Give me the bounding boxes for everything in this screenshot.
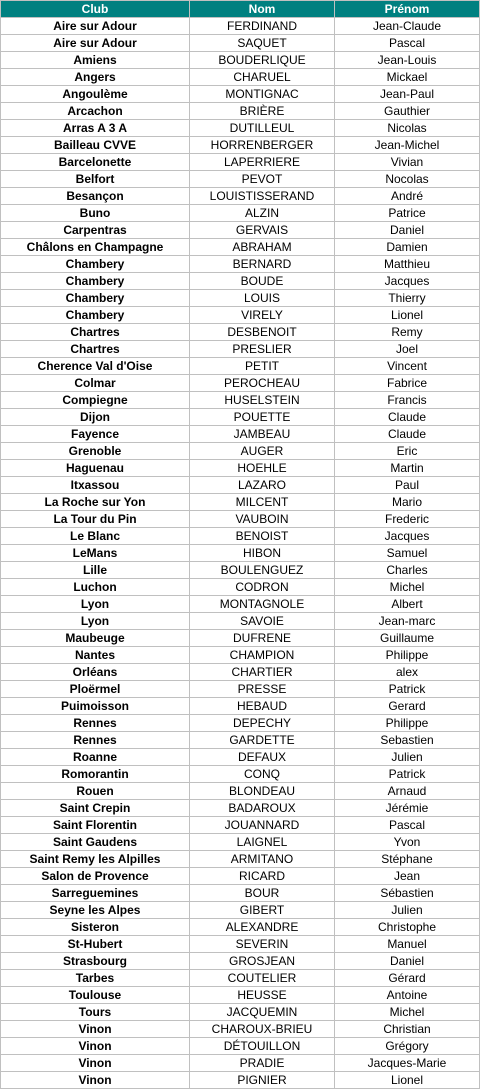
cell-nom: GROSJEAN	[190, 953, 335, 970]
cell-nom: ALEXANDRE	[190, 919, 335, 936]
table-row	[1, 1055, 480, 1072]
cell-nom: MONTAGNOLE	[190, 596, 335, 613]
cell-nom: ARMITANO	[190, 851, 335, 868]
table-body	[1, 18, 480, 1089]
cell-club: LeMans	[1, 545, 190, 562]
cell-nom: BADAROUX	[190, 800, 335, 817]
table-row	[1, 919, 480, 936]
cell-nom: SEVERIN	[190, 936, 335, 953]
cell-prenom: Yvon	[335, 834, 480, 851]
cell-nom: VAUBOIN	[190, 511, 335, 528]
table-row	[1, 273, 480, 290]
table-row	[1, 222, 480, 239]
cell-prenom: Mario	[335, 494, 480, 511]
cell-nom: PETIT	[190, 358, 335, 375]
cell-nom: AUGER	[190, 443, 335, 460]
cell-prenom: Jacques-Marie	[335, 1055, 480, 1072]
cell-prenom: Thierry	[335, 290, 480, 307]
table-row	[1, 681, 480, 698]
table-row	[1, 460, 480, 477]
table-row	[1, 188, 480, 205]
cell-prenom: Arnaud	[335, 783, 480, 800]
cell-club: Maubeuge	[1, 630, 190, 647]
cell-club: Lyon	[1, 596, 190, 613]
table-row	[1, 477, 480, 494]
cell-prenom: Stéphane	[335, 851, 480, 868]
cell-club: Rennes	[1, 732, 190, 749]
cell-prenom: Joel	[335, 341, 480, 358]
cell-nom: LOUISTISSERAND	[190, 188, 335, 205]
table-row	[1, 494, 480, 511]
cell-nom: JACQUEMIN	[190, 1004, 335, 1021]
table-row	[1, 868, 480, 885]
table-row	[1, 953, 480, 970]
cell-club: La Tour du Pin	[1, 511, 190, 528]
table-row	[1, 324, 480, 341]
cell-prenom: Antoine	[335, 987, 480, 1004]
cell-club: Vinon	[1, 1072, 190, 1089]
cell-club: Strasbourg	[1, 953, 190, 970]
cell-club: Le Blanc	[1, 528, 190, 545]
cell-nom: CHAMPION	[190, 647, 335, 664]
cell-nom: HUSELSTEIN	[190, 392, 335, 409]
cell-club: Chambery	[1, 290, 190, 307]
cell-club: Besançon	[1, 188, 190, 205]
table-row	[1, 120, 480, 137]
cell-prenom: André	[335, 188, 480, 205]
cell-prenom: Pascal	[335, 817, 480, 834]
cell-prenom: Sébastien	[335, 885, 480, 902]
cell-prenom: Martin	[335, 460, 480, 477]
table-row	[1, 358, 480, 375]
cell-club: Ploërmel	[1, 681, 190, 698]
cell-nom: LOUIS	[190, 290, 335, 307]
table-row	[1, 647, 480, 664]
table-row	[1, 86, 480, 103]
cell-prenom: Daniel	[335, 953, 480, 970]
cell-prenom: Philippe	[335, 715, 480, 732]
cell-nom: HEBAUD	[190, 698, 335, 715]
table-row	[1, 511, 480, 528]
cell-club: Lyon	[1, 613, 190, 630]
cell-club: Dijon	[1, 409, 190, 426]
table-row	[1, 885, 480, 902]
cell-club: Vinon	[1, 1038, 190, 1055]
cell-club: Tours	[1, 1004, 190, 1021]
cell-prenom: Michel	[335, 1004, 480, 1021]
cell-prenom: Gérard	[335, 970, 480, 987]
table-row	[1, 18, 480, 35]
table-row	[1, 970, 480, 987]
table-row	[1, 698, 480, 715]
cell-prenom: Charles	[335, 562, 480, 579]
cell-prenom: Paul	[335, 477, 480, 494]
cell-club: Saint Gaudens	[1, 834, 190, 851]
cell-prenom: Nocolas	[335, 171, 480, 188]
table-row	[1, 783, 480, 800]
cell-nom: POUETTE	[190, 409, 335, 426]
cell-prenom: Eric	[335, 443, 480, 460]
cell-prenom: Fabrice	[335, 375, 480, 392]
cell-prenom: Frederic	[335, 511, 480, 528]
cell-club: Cherence Val d'Oise	[1, 358, 190, 375]
table-row	[1, 1072, 480, 1089]
table-row	[1, 426, 480, 443]
cell-club: Orléans	[1, 664, 190, 681]
cell-prenom: Jean-Michel	[335, 137, 480, 154]
cell-prenom: Christophe	[335, 919, 480, 936]
cell-club: Châlons en Champagne	[1, 239, 190, 256]
table-row	[1, 766, 480, 783]
cell-club: Romorantin	[1, 766, 190, 783]
cell-nom: FERDINAND	[190, 18, 335, 35]
cell-nom: LAPERRIERE	[190, 154, 335, 171]
cell-prenom: Grégory	[335, 1038, 480, 1055]
table-row	[1, 732, 480, 749]
cell-club: La Roche sur Yon	[1, 494, 190, 511]
cell-nom: RICARD	[190, 868, 335, 885]
cell-prenom: Julien	[335, 749, 480, 766]
cell-club: Carpentras	[1, 222, 190, 239]
cell-prenom: Jean-Paul	[335, 86, 480, 103]
cell-club: Vinon	[1, 1021, 190, 1038]
cell-club: Chambery	[1, 273, 190, 290]
cell-club: Seyne les Alpes	[1, 902, 190, 919]
cell-club: Itxassou	[1, 477, 190, 494]
header-row	[1, 1, 480, 18]
table-row	[1, 103, 480, 120]
cell-club: Toulouse	[1, 987, 190, 1004]
cell-club: Barcelonette	[1, 154, 190, 171]
cell-nom: DUFRENE	[190, 630, 335, 647]
cell-nom: JAMBEAU	[190, 426, 335, 443]
cell-nom: VIRELY	[190, 307, 335, 324]
table-row	[1, 902, 480, 919]
cell-prenom: Julien	[335, 902, 480, 919]
table-row	[1, 800, 480, 817]
table-row	[1, 562, 480, 579]
cell-nom: DESBENOIT	[190, 324, 335, 341]
cell-club: Amiens	[1, 52, 190, 69]
cell-nom: BOUDERLIQUE	[190, 52, 335, 69]
table-row	[1, 290, 480, 307]
cell-club: Sisteron	[1, 919, 190, 936]
cell-nom: PRESSE	[190, 681, 335, 698]
cell-nom: DEFAUX	[190, 749, 335, 766]
table-row	[1, 52, 480, 69]
cell-club: Arras A 3 A	[1, 120, 190, 137]
cell-club: Roanne	[1, 749, 190, 766]
table-row	[1, 834, 480, 851]
table-row	[1, 443, 480, 460]
cell-prenom: Nicolas	[335, 120, 480, 137]
cell-prenom: Albert	[335, 596, 480, 613]
cell-club: Chambery	[1, 256, 190, 273]
cell-nom: SAVOIE	[190, 613, 335, 630]
cell-nom: PRESLIER	[190, 341, 335, 358]
header-nom: Nom	[190, 1, 335, 18]
cell-nom: CHARTIER	[190, 664, 335, 681]
cell-prenom: Jean	[335, 868, 480, 885]
cell-club: Saint Florentin	[1, 817, 190, 834]
cell-club: Chartres	[1, 324, 190, 341]
table-row	[1, 239, 480, 256]
cell-prenom: Jacques	[335, 273, 480, 290]
cell-nom: DUTILLEUL	[190, 120, 335, 137]
cell-prenom: Vincent	[335, 358, 480, 375]
table-row	[1, 749, 480, 766]
cell-nom: MONTIGNAC	[190, 86, 335, 103]
cell-nom: LAZARO	[190, 477, 335, 494]
cell-club: Saint Remy les Alpilles	[1, 851, 190, 868]
cell-nom: LAIGNEL	[190, 834, 335, 851]
cell-nom: BRIÈRE	[190, 103, 335, 120]
table-row	[1, 256, 480, 273]
cell-nom: BENOIST	[190, 528, 335, 545]
cell-nom: BOUR	[190, 885, 335, 902]
cell-prenom: Mickael	[335, 69, 480, 86]
cell-nom: PEROCHEAU	[190, 375, 335, 392]
cell-club: Vinon	[1, 1055, 190, 1072]
table-row	[1, 664, 480, 681]
cell-prenom: Jérémie	[335, 800, 480, 817]
table-row	[1, 987, 480, 1004]
cell-club: St-Hubert	[1, 936, 190, 953]
cell-prenom: Christian	[335, 1021, 480, 1038]
cell-club: Tarbes	[1, 970, 190, 987]
cell-nom: BLONDEAU	[190, 783, 335, 800]
cell-prenom: Patrick	[335, 766, 480, 783]
header-prenom: Prénom	[335, 1, 480, 18]
cell-prenom: Francis	[335, 392, 480, 409]
cell-prenom: Patrice	[335, 205, 480, 222]
cell-club: Rouen	[1, 783, 190, 800]
cell-prenom: Jean-Claude	[335, 18, 480, 35]
table-row	[1, 579, 480, 596]
cell-nom: JOUANNARD	[190, 817, 335, 834]
header-club: Club	[1, 1, 190, 18]
cell-nom: PIGNIER	[190, 1072, 335, 1089]
table-row	[1, 817, 480, 834]
table-row	[1, 1004, 480, 1021]
table-row	[1, 528, 480, 545]
table-row	[1, 171, 480, 188]
cell-club: Aire sur Adour	[1, 35, 190, 52]
cell-nom: CODRON	[190, 579, 335, 596]
cell-club: Bailleau CVVE	[1, 137, 190, 154]
table-row	[1, 630, 480, 647]
cell-prenom: Damien	[335, 239, 480, 256]
table-row	[1, 392, 480, 409]
table-row	[1, 137, 480, 154]
cell-prenom: Philippe	[335, 647, 480, 664]
cell-club: Aire sur Adour	[1, 18, 190, 35]
cell-prenom: Daniel	[335, 222, 480, 239]
cell-prenom: Guillaume	[335, 630, 480, 647]
table-row	[1, 1021, 480, 1038]
table-row	[1, 613, 480, 630]
cell-club: Saint Crepin	[1, 800, 190, 817]
cell-prenom: Remy	[335, 324, 480, 341]
cell-prenom: Patrick	[335, 681, 480, 698]
cell-nom: HORRENBERGER	[190, 137, 335, 154]
table-row	[1, 35, 480, 52]
cell-prenom: alex	[335, 664, 480, 681]
table-row	[1, 1038, 480, 1055]
cell-nom: CONQ	[190, 766, 335, 783]
cell-prenom: Lionel	[335, 1072, 480, 1089]
cell-club: Nantes	[1, 647, 190, 664]
cell-club: Fayence	[1, 426, 190, 443]
cell-prenom: Matthieu	[335, 256, 480, 273]
cell-club: Buno	[1, 205, 190, 222]
cell-club: Sarreguemines	[1, 885, 190, 902]
cell-prenom: Claude	[335, 426, 480, 443]
cell-nom: CHAROUX-BRIEU	[190, 1021, 335, 1038]
cell-nom: BOUDE	[190, 273, 335, 290]
cell-nom: DEPECHY	[190, 715, 335, 732]
cell-club: Chambery	[1, 307, 190, 324]
table-row	[1, 307, 480, 324]
cell-nom: HEUSSE	[190, 987, 335, 1004]
cell-prenom: Jacques	[335, 528, 480, 545]
cell-nom: GERVAIS	[190, 222, 335, 239]
cell-nom: CHARUEL	[190, 69, 335, 86]
cell-prenom: Michel	[335, 579, 480, 596]
table-row	[1, 596, 480, 613]
cell-club: Rennes	[1, 715, 190, 732]
cell-nom: GIBERT	[190, 902, 335, 919]
cell-club: Chartres	[1, 341, 190, 358]
cell-club: Colmar	[1, 375, 190, 392]
cell-nom: MILCENT	[190, 494, 335, 511]
cell-prenom: Lionel	[335, 307, 480, 324]
table-row	[1, 409, 480, 426]
table-row	[1, 375, 480, 392]
cell-prenom: Sebastien	[335, 732, 480, 749]
table-row	[1, 205, 480, 222]
cell-nom: HOEHLE	[190, 460, 335, 477]
cell-club: Compiegne	[1, 392, 190, 409]
cell-nom: BOULENGUEZ	[190, 562, 335, 579]
table-row	[1, 341, 480, 358]
cell-prenom: Samuel	[335, 545, 480, 562]
cell-club: Puimoisson	[1, 698, 190, 715]
cell-club: Angoulème	[1, 86, 190, 103]
cell-prenom: Manuel	[335, 936, 480, 953]
cell-club: Haguenau	[1, 460, 190, 477]
cell-prenom: Jean-marc	[335, 613, 480, 630]
cell-club: Luchon	[1, 579, 190, 596]
cell-club: Angers	[1, 69, 190, 86]
cell-prenom: Gerard	[335, 698, 480, 715]
cell-prenom: Claude	[335, 409, 480, 426]
table-row	[1, 154, 480, 171]
cell-prenom: Vivian	[335, 154, 480, 171]
cell-club: Lille	[1, 562, 190, 579]
cell-nom: SAQUET	[190, 35, 335, 52]
table-row	[1, 851, 480, 868]
table-header	[1, 1, 480, 18]
cell-nom: HIBON	[190, 545, 335, 562]
cell-club: Grenoble	[1, 443, 190, 460]
table-row	[1, 69, 480, 86]
table-row	[1, 936, 480, 953]
cell-nom: PRADIE	[190, 1055, 335, 1072]
cell-nom: PEVOT	[190, 171, 335, 188]
table-row	[1, 545, 480, 562]
cell-nom: ABRAHAM	[190, 239, 335, 256]
table-row	[1, 715, 480, 732]
cell-club: Salon de Provence	[1, 868, 190, 885]
cell-nom: GARDETTE	[190, 732, 335, 749]
cell-prenom: Pascal	[335, 35, 480, 52]
cell-nom: COUTELIER	[190, 970, 335, 987]
cell-nom: ALZIN	[190, 205, 335, 222]
cell-nom: BERNARD	[190, 256, 335, 273]
cell-prenom: Jean-Louis	[335, 52, 480, 69]
cell-club: Belfort	[1, 171, 190, 188]
cell-nom: DÉTOUILLON	[190, 1038, 335, 1055]
cell-prenom: Gauthier	[335, 103, 480, 120]
cell-club: Arcachon	[1, 103, 190, 120]
